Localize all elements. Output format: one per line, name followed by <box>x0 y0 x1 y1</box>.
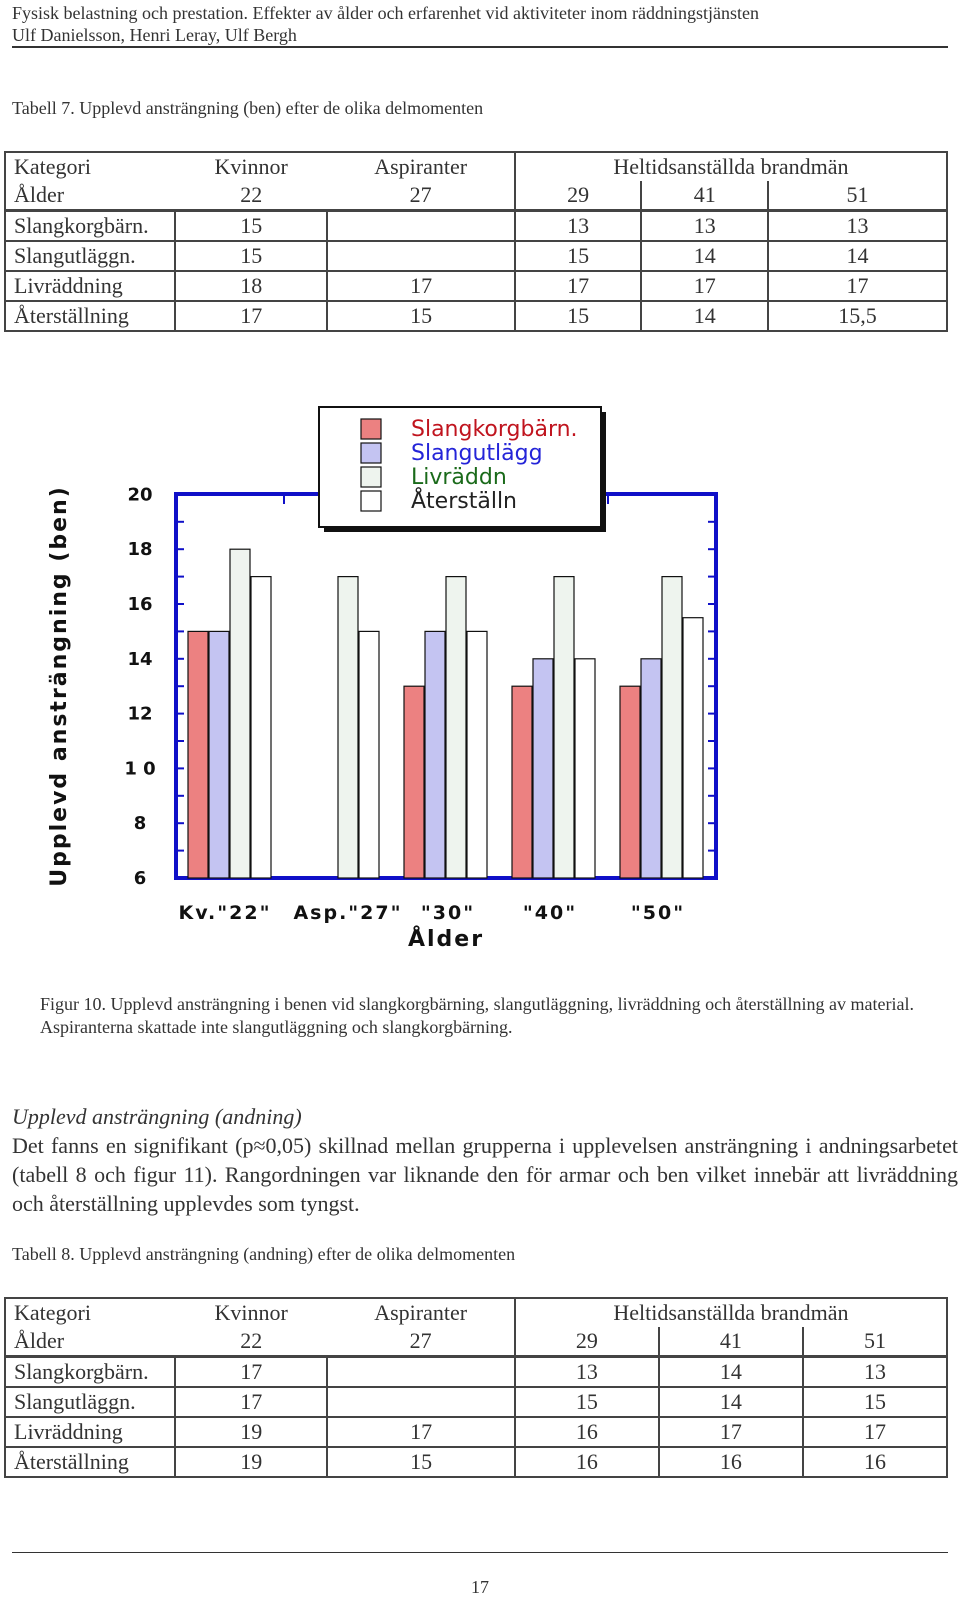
bar <box>554 577 574 878</box>
table-header-row <box>5 152 947 181</box>
header-cell: Kategori <box>5 1298 175 1327</box>
value-cell: 13 <box>641 211 768 242</box>
value-cell: 14 <box>641 301 768 331</box>
table8-caption: Tabell 8. Upplevd ansträngning (andning) efter de olika delmomenten <box>12 1244 516 1264</box>
legend-swatch <box>361 419 381 439</box>
age-cell: 41 <box>659 1327 803 1357</box>
value-cell: 14 <box>768 241 947 271</box>
running-header <box>12 2 759 46</box>
value-cell: 15 <box>515 301 642 331</box>
value-cell: 16 <box>803 1447 947 1477</box>
y-tick-label: 12 <box>127 703 153 725</box>
value-cell <box>327 1357 514 1388</box>
table-row <box>5 1387 947 1417</box>
value-cell: 19 <box>175 1447 327 1477</box>
legend-label: Slangutlägg <box>411 441 543 466</box>
table-header-row <box>5 1298 947 1327</box>
age-cell: 27 <box>327 1327 514 1357</box>
bar <box>338 577 358 878</box>
age-cell: 22 <box>175 1327 327 1357</box>
value-cell: 15 <box>803 1387 947 1417</box>
table-row <box>5 1417 947 1447</box>
x-tick-label: "30" <box>420 902 476 924</box>
y-tick-label: 1 0 <box>124 758 156 780</box>
bar <box>425 631 445 878</box>
bar <box>533 659 553 878</box>
value-cell: 14 <box>659 1387 803 1417</box>
header-authors: Ulf Danielsson, Henri Leray, Ulf Bergh <box>12 25 297 45</box>
row-label-cell: Livräddning <box>5 271 175 301</box>
age-cell: 27 <box>327 181 514 211</box>
bar <box>209 631 229 878</box>
bar <box>575 659 595 878</box>
age-cell: 51 <box>768 181 947 211</box>
value-cell: 16 <box>515 1447 659 1477</box>
value-cell: 14 <box>641 241 768 271</box>
bar <box>251 577 271 878</box>
table-age-row <box>5 181 947 211</box>
age-cell: 41 <box>641 181 768 211</box>
age-cell: Ålder <box>5 1327 175 1357</box>
age-cell: Ålder <box>5 181 175 211</box>
x-tick-label: "40" <box>522 902 578 924</box>
header-cell: Heltidsanställda brandmän <box>515 1298 947 1327</box>
figure10-caption: Figur 10. Upplevd ansträngning i benen vid slangkorgbärning, slangutläggning, livräddning och återställning av material. Aspiranterna skattade inte slangutläggning och slangkorgbärning. <box>40 994 914 1037</box>
legend-label: Slangkorgbärn. <box>411 417 578 442</box>
y-tick-label: 18 <box>127 539 153 561</box>
row-label-cell: Slangkorgbärn. <box>5 211 175 242</box>
header-rule <box>12 46 948 48</box>
table-row <box>5 1447 947 1477</box>
bar <box>620 686 640 878</box>
value-cell <box>327 211 514 242</box>
legend-label: Livräddn <box>411 465 507 490</box>
bar <box>662 577 682 878</box>
value-cell: 17 <box>768 271 947 301</box>
bar <box>404 686 424 878</box>
value-cell: 17 <box>175 1357 327 1388</box>
age-cell: 29 <box>515 181 642 211</box>
value-cell: 15 <box>327 1447 514 1477</box>
bar <box>512 686 532 878</box>
header-cell: Aspiranter <box>327 1298 514 1327</box>
y-tick-label: 8 <box>133 813 147 835</box>
header-cell: Kvinnor <box>175 1298 327 1327</box>
header-cell: Kategori <box>5 152 175 181</box>
bar <box>683 618 703 878</box>
section-andning <box>12 1102 958 1218</box>
value-cell: 17 <box>327 271 514 301</box>
value-cell: 14 <box>659 1357 803 1388</box>
value-cell <box>327 241 514 271</box>
x-tick-label: Asp."27" <box>293 902 403 924</box>
bar <box>188 631 208 878</box>
value-cell: 17 <box>641 271 768 301</box>
legend-swatch <box>361 491 381 511</box>
value-cell: 17 <box>175 301 327 331</box>
y-axis-label: Upplevd ansträngning (ben) <box>47 485 72 887</box>
section-title: Upplevd ansträngning (andning) <box>12 1104 302 1129</box>
bar <box>359 631 379 878</box>
value-cell: 15 <box>515 241 642 271</box>
bar <box>230 549 250 878</box>
table7 <box>4 151 948 332</box>
row-label-cell: Återställning <box>5 1447 175 1477</box>
table-row <box>5 211 947 242</box>
value-cell: 17 <box>803 1417 947 1447</box>
bar <box>641 659 661 878</box>
legend-swatch <box>361 443 381 463</box>
value-cell: 13 <box>768 211 947 242</box>
value-cell: 19 <box>175 1417 327 1447</box>
legend-label: Återställn <box>411 489 517 514</box>
value-cell: 18 <box>175 271 327 301</box>
row-label-cell: Slangutläggn. <box>5 1387 175 1417</box>
value-cell: 17 <box>659 1417 803 1447</box>
row-label-cell: Livräddning <box>5 1417 175 1447</box>
age-cell: 51 <box>803 1327 947 1357</box>
footer-rule <box>12 1552 948 1553</box>
y-tick-label: 16 <box>127 594 153 615</box>
value-cell: 15 <box>515 1387 659 1417</box>
y-tick-label: 20 <box>127 484 153 506</box>
value-cell: 13 <box>515 1357 659 1388</box>
row-label-cell: Återställning <box>5 301 175 331</box>
y-tick-label: 6 <box>133 868 147 889</box>
value-cell: 15,5 <box>768 301 947 331</box>
value-cell: 17 <box>327 1417 514 1447</box>
x-axis-label: Ålder <box>407 927 485 952</box>
table-row <box>5 301 947 331</box>
x-tick-label: Kv."22" <box>178 902 272 924</box>
value-cell: 13 <box>803 1357 947 1388</box>
section-body: Det fanns en signifikant (p≈0,05) skillnad mellan grupperna i upplevelsen ansträngning i andningsarbetet (tabell 8 och figur 11). Rangordningen var liknande den för armar och ben vilket innebär att livräddning och återställning upplevdes som tyngst. <box>12 1133 958 1216</box>
bar-chart <box>30 400 750 980</box>
bar <box>467 631 487 878</box>
value-cell: 15 <box>175 241 327 271</box>
value-cell: 16 <box>515 1417 659 1447</box>
value-cell <box>327 1387 514 1417</box>
value-cell: 15 <box>175 211 327 242</box>
table-age-row <box>5 1327 947 1357</box>
table-row <box>5 1357 947 1388</box>
header-cell: Heltidsanställda brandmän <box>515 152 947 181</box>
table7-caption: Tabell 7. Upplevd ansträngning (ben) efter de olika delmomenten <box>12 98 484 118</box>
row-label-cell: Slangkorgbärn. <box>5 1357 175 1388</box>
header-title: Fysisk belastning och prestation. Effekter av ålder och erfarenhet vid aktiviteter inom räddningstjänsten <box>12 3 759 23</box>
value-cell: 13 <box>515 211 642 242</box>
value-cell: 17 <box>515 271 642 301</box>
value-cell: 15 <box>327 301 514 331</box>
bar <box>446 577 466 878</box>
header-cell: Aspiranter <box>327 152 514 181</box>
age-cell: 29 <box>515 1327 659 1357</box>
value-cell: 16 <box>659 1447 803 1477</box>
table-row <box>5 241 947 271</box>
row-label-cell: Slangutläggn. <box>5 241 175 271</box>
page-number: 17 <box>471 1577 489 1597</box>
age-cell: 22 <box>175 181 327 211</box>
legend-swatch <box>361 467 381 487</box>
table-row <box>5 271 947 301</box>
y-tick-label: 14 <box>127 648 153 670</box>
value-cell: 17 <box>175 1387 327 1417</box>
x-tick-label: "50" <box>630 902 686 924</box>
table8 <box>4 1297 948 1478</box>
header-cell: Kvinnor <box>175 152 327 181</box>
